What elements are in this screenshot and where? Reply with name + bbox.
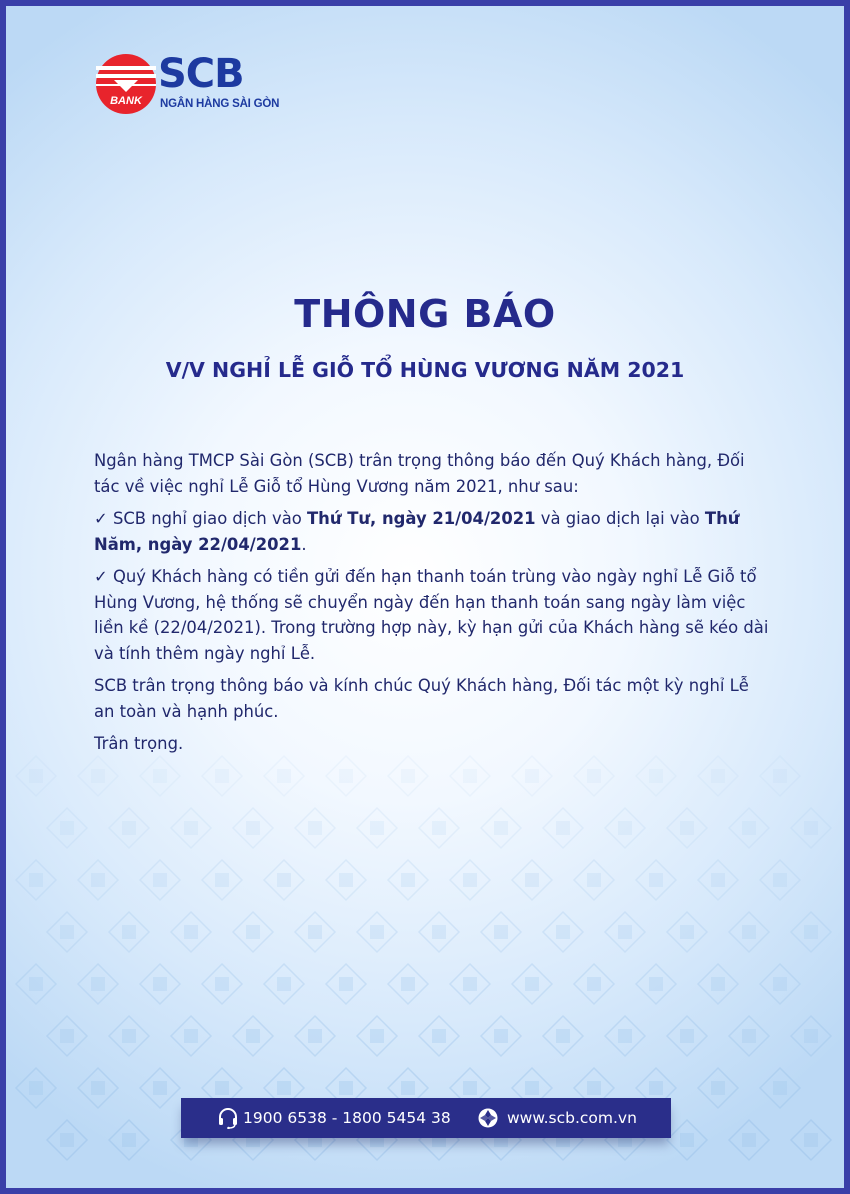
pattern-tile: [171, 808, 211, 848]
pattern-tile: [481, 808, 521, 848]
pattern-tile: [78, 964, 118, 1004]
pattern-tile: [233, 808, 273, 848]
pattern-tile: [419, 808, 459, 848]
pattern-tile: [605, 808, 645, 848]
pattern-tile: [636, 860, 676, 900]
website-link[interactable]: www.scb.com.vn: [507, 1109, 637, 1127]
pattern-tile: [16, 756, 56, 796]
pattern-tile: [667, 808, 707, 848]
pattern-tile: [171, 912, 211, 952]
pattern-tile: [450, 860, 490, 900]
pattern-tile: [791, 1016, 831, 1056]
scb-logo-mark-icon: [94, 52, 158, 116]
headset-icon: [217, 1107, 239, 1129]
pattern-tile: [729, 1120, 769, 1160]
pattern-tile: [543, 1016, 583, 1056]
pattern-tile: [419, 1016, 459, 1056]
pattern-tile: [16, 860, 56, 900]
pattern-tile: [605, 1016, 645, 1056]
pattern-tile: [47, 1120, 87, 1160]
pattern-tile: [109, 912, 149, 952]
pattern-tile: [698, 1068, 738, 1108]
intro-paragraph: Ngân hàng TMCP Sài Gòn (SCB) trân trọng thông báo đến Quý Khách hàng, Đối tác về việc nghỉ Lễ Giỗ tổ Hùng Vương năm 2021, như sau:: [94, 451, 745, 496]
logo-tagline: NGÂN HÀNG SÀI GÒN: [160, 98, 280, 110]
pattern-tile: [636, 964, 676, 1004]
pattern-tile: [729, 912, 769, 952]
pattern-tile: [388, 860, 428, 900]
pattern-tile: [760, 964, 800, 1004]
pattern-tile: [109, 808, 149, 848]
pattern-tile: [667, 912, 707, 952]
globe-icon: [477, 1107, 499, 1129]
closing-paragraph: SCB trân trọng thông báo và kính chúc Quý Khách hàng, Đối tác một kỳ nghỉ Lễ an toàn và hạnh phúc.: [94, 676, 749, 721]
pattern-tile: [450, 964, 490, 1004]
pattern-tile: [233, 912, 273, 952]
pattern-tile: [574, 964, 614, 1004]
pattern-tile: [78, 1068, 118, 1108]
pattern-tile: [419, 912, 459, 952]
pattern-tile: [295, 1016, 335, 1056]
item1-middle: và giao dịch lại vào: [535, 509, 705, 528]
pattern-tile: [481, 1016, 521, 1056]
item1-prefix: ✓ SCB nghỉ giao dịch vào: [94, 509, 307, 528]
pattern-tile: [47, 1016, 87, 1056]
pattern-tile: [791, 1120, 831, 1160]
pattern-tile: [698, 860, 738, 900]
pattern-tile: [140, 1068, 180, 1108]
pattern-tile: [295, 912, 335, 952]
pattern-tile: [357, 808, 397, 848]
pattern-tile: [388, 964, 428, 1004]
pattern-tile: [698, 964, 738, 1004]
notice-body: [94, 448, 774, 764]
pattern-tile: [140, 860, 180, 900]
pattern-tile: [109, 1120, 149, 1160]
logo-brand-name: SCB: [158, 51, 244, 97]
pattern-tile: [47, 808, 87, 848]
pattern-tile: [667, 1120, 707, 1160]
item1-suffix: .: [301, 534, 307, 554]
pattern-tile: [357, 1016, 397, 1056]
pattern-tile: [326, 860, 366, 900]
notice-title: THÔNG BÁO: [294, 292, 556, 336]
pattern-tile: [202, 860, 242, 900]
pattern-tile: [543, 808, 583, 848]
pattern-tile: [357, 912, 397, 952]
pattern-tile: [78, 860, 118, 900]
pattern-tile: [512, 964, 552, 1004]
pattern-tile: [543, 912, 583, 952]
pattern-tile: [760, 860, 800, 900]
pattern-tile: [729, 1016, 769, 1056]
pattern-tile: [47, 912, 87, 952]
logo-bank-text: BANK: [110, 95, 142, 107]
pattern-tile: [760, 1068, 800, 1108]
pattern-tile: [481, 912, 521, 952]
pattern-tile: [791, 808, 831, 848]
scb-logo: [94, 50, 280, 120]
closed-date: Thứ Tư, ngày 21/04/2021: [306, 509, 536, 528]
pattern-tile: [109, 1016, 149, 1056]
item-closing-dates: [94, 506, 774, 557]
pattern-tile: [16, 1068, 56, 1108]
pattern-tile: [16, 964, 56, 1004]
pattern-tile: [729, 808, 769, 848]
pattern-tile: [295, 808, 335, 848]
pattern-tile: [140, 964, 180, 1004]
pattern-tile: [605, 912, 645, 952]
pattern-tile: [171, 1016, 211, 1056]
pattern-tile: [326, 964, 366, 1004]
contact-footer: [181, 1098, 671, 1138]
pattern-tile: [791, 912, 831, 952]
pattern-tile: [574, 860, 614, 900]
notice-subtitle: V/V NGHỈ LỄ GIỖ TỔ HÙNG VƯƠNG NĂM 2021: [165, 358, 685, 382]
pattern-tile: [512, 860, 552, 900]
pattern-tile: [667, 1016, 707, 1056]
hotline-text[interactable]: 1900 6538 - 1800 5454 38: [243, 1109, 451, 1127]
reopen-date: Thứ Năm, ngày 22/04/2021: [94, 509, 740, 554]
pattern-tile: [264, 964, 304, 1004]
pattern-tile: [264, 860, 304, 900]
pattern-tile: [202, 964, 242, 1004]
item-deposit-maturity: ✓ Quý Khách hàng có tiền gửi đến hạn thanh toán trùng vào ngày nghỉ Lễ Giỗ tổ Hùng Vương, hệ thống sẽ chuyển ngày đến hạn thanh toán sang ngày làm việc liền kề (22/04/2021). Trong trường hợp này, kỳ hạn gửi của Khách hàng sẽ kéo dài và tính thêm ngày nghỉ Lễ.: [94, 567, 769, 663]
pattern-tile: [233, 1016, 273, 1056]
signoff: Trân trọng.: [94, 734, 184, 753]
